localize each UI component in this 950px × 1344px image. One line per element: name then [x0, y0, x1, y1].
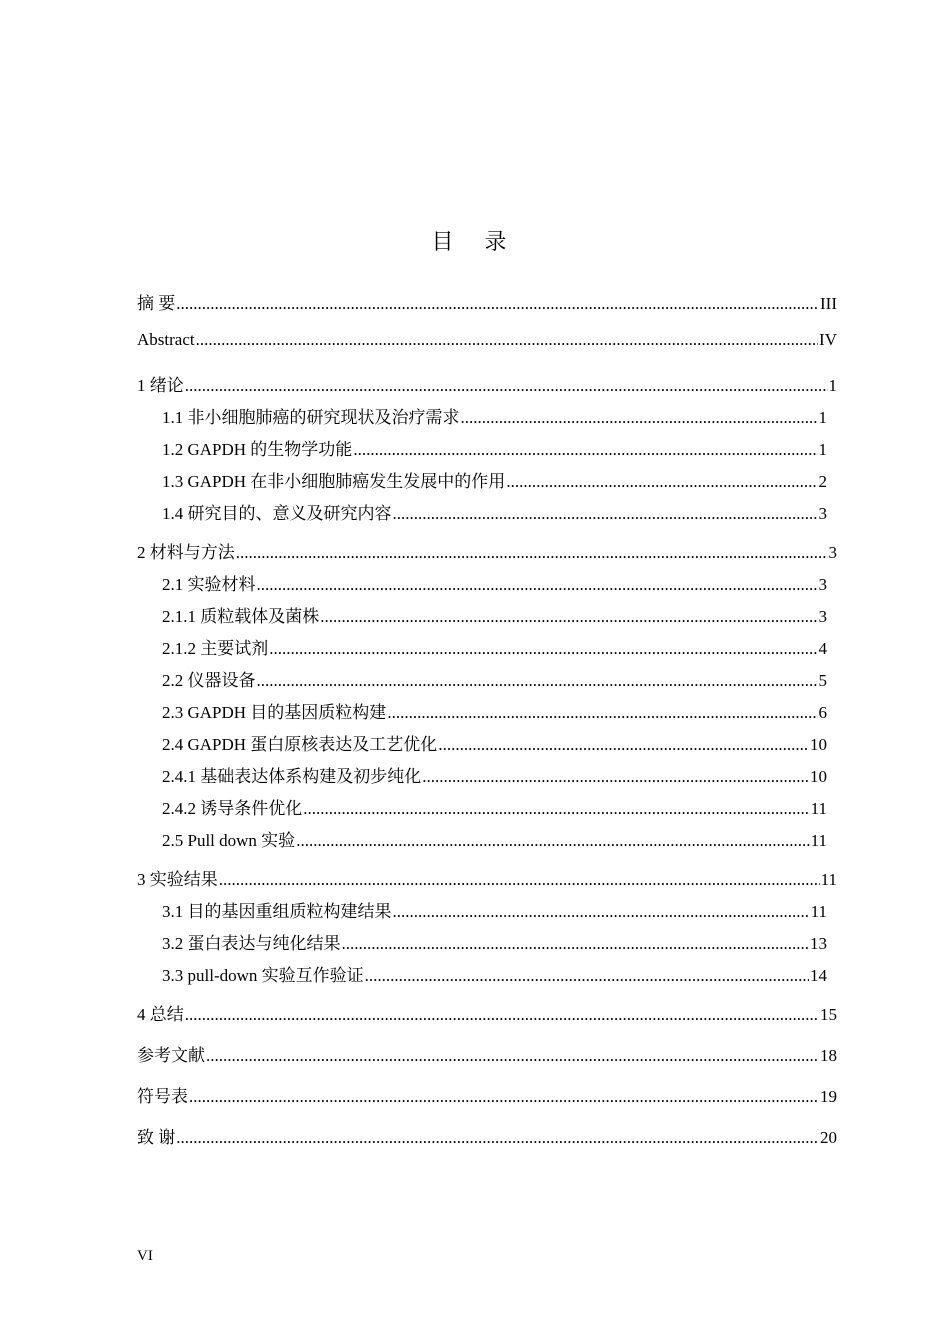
- toc-entry-label: 4 总结: [137, 1005, 184, 1024]
- toc-entry-page: 11: [820, 870, 837, 889]
- toc-entry-label: 1.1 非小细胞肺癌的研究现状及治疗需求: [162, 408, 460, 427]
- dot-leader: [365, 966, 809, 986]
- toc-entry-2-4-2[interactable]: [137, 794, 827, 826]
- dot-leader: [422, 767, 809, 787]
- dot-leader: [438, 735, 809, 755]
- dot-leader: [176, 294, 819, 314]
- toc-entry-1-1[interactable]: [137, 403, 827, 435]
- toc-entry-3-3[interactable]: [137, 961, 827, 993]
- toc-entry-page: 3: [818, 607, 827, 626]
- toc-entry-page: 5: [818, 671, 827, 690]
- toc-entry-page: 20: [820, 1128, 837, 1147]
- toc-entry-label: 2.2 仪器设备: [162, 671, 256, 690]
- toc-entry-label: 2.3 GAPDH 目的基因质粒构建: [162, 703, 387, 722]
- toc-entry-page: 11: [810, 831, 827, 850]
- dot-leader: [206, 1046, 819, 1066]
- toc-entry-page: 3: [818, 575, 827, 594]
- toc-entry-chapter-3[interactable]: [137, 865, 837, 897]
- toc-entry-2-1-2[interactable]: [137, 634, 827, 666]
- toc-entry-2-4-1[interactable]: [137, 762, 827, 794]
- toc-entry-1-2[interactable]: [137, 435, 827, 467]
- toc-entry-label: 1.4 研究目的、意义及研究内容: [162, 504, 392, 523]
- toc-entry-page: 10: [810, 735, 827, 754]
- toc-entry-2-5[interactable]: [137, 826, 827, 858]
- toc-entry-page: IV: [819, 330, 837, 349]
- toc-entry-label: 1.2 GAPDH 的生物学功能: [162, 440, 353, 459]
- toc-entry-3-1[interactable]: [137, 897, 827, 929]
- toc-entry-label: 1 绪论: [137, 376, 184, 395]
- dot-leader: [236, 543, 828, 563]
- toc-entry-label: 2 材料与方法: [137, 543, 235, 562]
- table-of-contents: [137, 289, 837, 1164]
- footer-page-number: VI: [137, 1248, 153, 1264]
- dot-leader: [185, 1005, 819, 1025]
- toc-entry-page: 14: [810, 966, 827, 985]
- toc-entry-page: 6: [818, 703, 827, 722]
- toc-entry-label: 3 实验结果: [137, 870, 218, 889]
- toc-entry-page: 19: [820, 1087, 837, 1106]
- dot-leader: [320, 607, 817, 627]
- dot-leader: [296, 831, 809, 851]
- toc-entry-2-1[interactable]: [137, 570, 827, 602]
- toc-entry-label: 3.3 pull-down 实验互作验证: [162, 966, 364, 985]
- toc-entry-page: 1: [818, 408, 827, 427]
- toc-entry-page: III: [820, 294, 837, 313]
- toc-entry-label: 1.3 GAPDH 在非小细胞肺癌发生发展中的作用: [162, 472, 506, 491]
- toc-entry-page: 1: [828, 376, 837, 395]
- toc-entry-1-4[interactable]: [137, 499, 827, 531]
- toc-entry-page: 11: [810, 799, 827, 818]
- dot-leader: [257, 671, 818, 691]
- toc-entry-references[interactable]: [137, 1041, 837, 1082]
- toc-entry-abstract-en[interactable]: [137, 330, 837, 371]
- toc-entry-page: 4: [818, 639, 827, 658]
- toc-entry-acknowledgements[interactable]: [137, 1123, 837, 1164]
- toc-entry-label: 参考文献: [137, 1046, 205, 1065]
- dot-leader: [393, 902, 810, 922]
- toc-entry-page: 2: [818, 472, 827, 491]
- toc-entry-label: Abstract: [137, 330, 195, 349]
- toc-entry-label: 2.1 实验材料: [162, 575, 256, 594]
- toc-entry-chapter-2[interactable]: [137, 538, 837, 570]
- toc-entry-chapter-4[interactable]: [137, 1000, 837, 1041]
- dot-leader: [506, 472, 817, 492]
- toc-entry-2-1-1[interactable]: [137, 602, 827, 634]
- toc-entry-label: 3.1 目的基因重组质粒构建结果: [162, 902, 392, 921]
- toc-entry-label: 2.4.2 诱导条件优化: [162, 799, 303, 818]
- toc-entry-2-4[interactable]: [137, 730, 827, 762]
- toc-entry-abstract-cn[interactable]: [137, 289, 837, 330]
- dot-leader: [342, 934, 810, 954]
- toc-entry-2-3[interactable]: [137, 698, 827, 730]
- toc-entry-label: 致 谢: [137, 1128, 176, 1147]
- dot-leader: [196, 330, 818, 350]
- toc-entry-page: 3: [818, 504, 827, 523]
- dot-leader: [303, 799, 809, 819]
- toc-entry-label: 2.1.1 质粒载体及菌株: [162, 607, 320, 626]
- toc-entry-1-3[interactable]: [137, 467, 827, 499]
- toc-entry-label: 摘 要: [137, 294, 176, 313]
- toc-title: 目 录: [431, 230, 519, 255]
- toc-entry-chapter-1[interactable]: [137, 371, 837, 403]
- toc-entry-page: 18: [820, 1046, 837, 1065]
- toc-entry-page: 11: [810, 902, 827, 921]
- toc-entry-label: 2.4.1 基础表达体系构建及初步纯化: [162, 767, 422, 786]
- toc-entry-label: 符号表: [137, 1087, 188, 1106]
- toc-entry-label: 2.5 Pull down 实验: [162, 831, 296, 850]
- dot-leader: [387, 703, 817, 723]
- toc-entry-page: 1: [818, 440, 827, 459]
- dot-leader: [461, 408, 818, 428]
- dot-leader: [176, 1128, 819, 1148]
- toc-entry-label: 2.1.2 主要试剂: [162, 639, 269, 658]
- toc-entry-page: 13: [810, 934, 827, 953]
- dot-leader: [189, 1087, 819, 1107]
- dot-leader: [353, 440, 817, 460]
- dot-leader: [185, 376, 828, 396]
- toc-entry-label: 3.2 蛋白表达与纯化结果: [162, 934, 341, 953]
- toc-entry-2-2[interactable]: [137, 666, 827, 698]
- dot-leader: [257, 575, 818, 595]
- toc-entry-symbols[interactable]: [137, 1082, 837, 1123]
- dot-leader: [269, 639, 817, 659]
- toc-entry-page: 15: [820, 1005, 837, 1024]
- toc-entry-page: 10: [810, 767, 827, 786]
- toc-entry-page: 3: [828, 543, 837, 562]
- dot-leader: [393, 504, 818, 524]
- toc-entry-label: 2.4 GAPDH 蛋白原核表达及工艺优化: [162, 735, 438, 754]
- dot-leader: [219, 870, 820, 890]
- toc-entry-3-2[interactable]: [137, 929, 827, 961]
